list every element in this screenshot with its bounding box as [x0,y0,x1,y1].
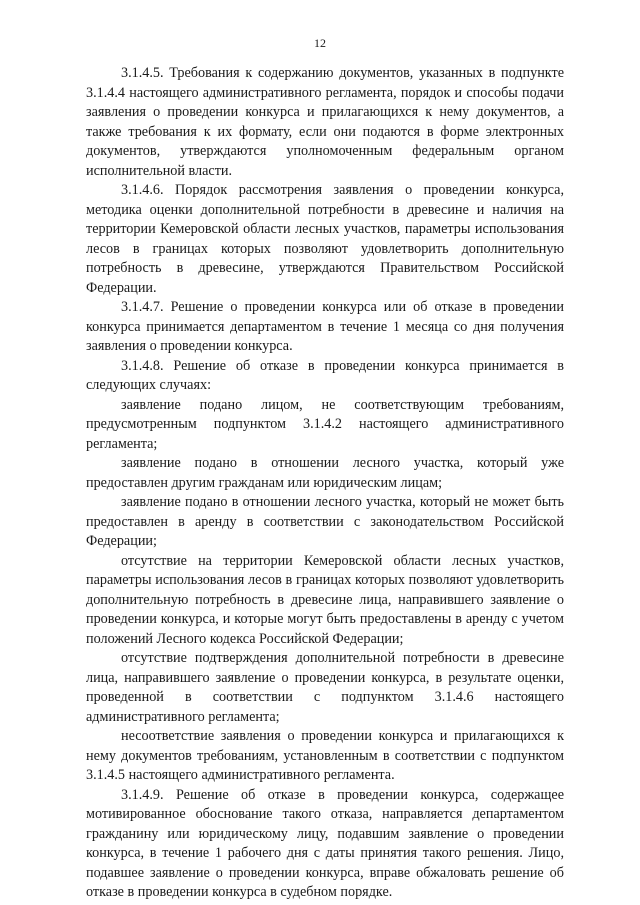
paragraph-3-1-4-9: 3.1.4.9. Решение об отказе в проведении конкурса, содержащее мотивированное обоснование такого отказа, направляется департаментом гражданину или юридическому лицу, подавшим заявление о проведении конкурса, в течение 1 рабочего дня с даты принятия такого решения. Лицо, подавшее заявление о проведении конкурса, вправе обжаловать решение об отказе в проведении конкурса в судебном порядке. [86,786,564,900]
paragraph-3-1-4-8: 3.1.4.8. Решение об отказе в проведении конкурса принимается в следующих случаях: [86,357,564,393]
paragraph-3-1-4-6: 3.1.4.6. Порядок рассмотрения заявления о проведении конкурса, методика оценки дополнительной потребности в древесине и наличия на территории Кемеровской области лесных участков, параметры использования лесов в границах которых позволяют удовлетворить дополнительную потребность в древесине, утверждаются Правительством Российской Федерации. [86,182,564,296]
list-item: отсутствие подтверждения дополнительной потребности в древесине лица, направившего заявление о проведении конкурса, в результате оценки, проведенной в соответствии с подпунктом 3.1.4.6 настоящего административного регламента; [86,650,564,725]
page-number: 12 [314,36,326,50]
list-item: заявление подано в отношении лесного участка, который не может быть предоставлен в аренду в соответствии с законодательством Российской Федерации; [86,494,564,549]
paragraph-3-1-4-7: 3.1.4.7. Решение о проведении конкурса или об отказе в проведении конкурса принимается департаментом в течение 1 месяца со дня получения заявления о проведении конкурса. [86,299,564,354]
list-item: заявление подано в отношении лесного участка, который уже предоставлен другим гражданам или юридическим лицам; [86,455,564,491]
list-item: заявление подано лицом, не соответствующим требованиям, предусмотренным подпунктом 3.1.4.2 настоящего административного регламента; [86,396,564,452]
paragraph-3-1-4-5: 3.1.4.5. Требования к содержанию документов, указанных в подпункте 3.1.4.4 настоящего административного регламента, порядок и способы подачи заявления о проведении конкурса и прилагающихся к нему документов, а также требования к их формату, если они подаются в форме электронных документов, утверждаются уполномоченным федеральным органом исполнительной власти. [86,65,564,179]
list-item: отсутствие на территории Кемеровской области лесных участков, параметры использования лесов в границах которых позволяют удовлетворить дополнительную потребность в древесине лица, направившего заявление о проведении конкурса, и которые могут быть предоставлены в аренду с учетом положений Лесного кодекса Российской Федерации; [86,552,564,647]
document-body [86,64,564,903]
list-item: несоответствие заявления о проведении конкурса и прилагающихся к нему документов требованиям, установленным в соответствии с подпунктом 3.1.4.5 настоящего административного регламента. [86,728,564,783]
